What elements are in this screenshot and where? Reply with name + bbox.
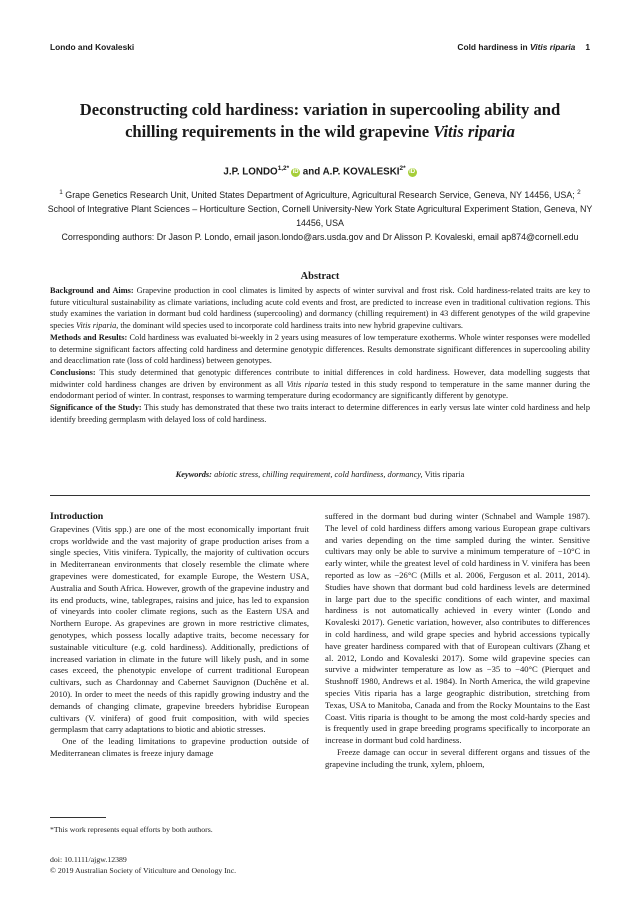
abstract-background: Background and Aims: Grapevine production in cool climates is limited by aspects of winter survival and frost risk. Cold hardiness-related traits are key to future viticultural sustainability as climate variations, including acute cold events and frost, are predicted to increase even in traditional cultivation regions. This study examines the variation in dormant bud cold hardiness (supercooling) and dormancy (chilling requirement) in 43 different genotypes of the wild grapevine species Vitis riparia, the dominant wild species used to incorporate cold hardiness traits into new hybrid grapevine cultivars. (50, 286, 590, 331)
copyright: © 2019 Australian Society of Viticulture and Oenology Inc. (50, 866, 237, 875)
article-title: Deconstructing cold hardiness: variation in supercooling ability and chilling requirements in the wild grapevine Vitis riparia (79, 100, 561, 141)
publication-info (50, 854, 236, 876)
header-short-title: Cold hardiness in Vitis riparia 1 (457, 42, 590, 52)
paragraph: suffered in the dormant bud during winter (Schnabel and Wample 1987). The level of cold hardiness differs among various European grape cultivars and varies depending on the time sampled during the winter. Sensitive cultivars may only be able to survive a minimum temperature of −10°C in early winter, while the greatest level of cold hardiness in V. vinifera has been reported as low as −26°C (Mills et al. 2006, Ferguson et al. 2011, 2014). Studies have shown that dormant bud cold hardiness levels are determined in large part due to the specific conditions of each winter, and maximal hardiness is not automatically achieved in every winter (Londo and Kovaleski 2017). Genetic variation, however, also contributes to differences in cold hardiness, and wild grape species and hybrid accessions typically have greater hardiness compared with that of European cultivars (Zhang et al. 2012, Londo and Kovaleski 2017). Some wild grapevine species can survive a midwinter temperature as low as −35 to −40°C (Pierquet and Stushnoff 1980, Andrews et al. 1984). In North America, the wild grapevine species Vitis riparia has a large geographic distribution, stretching from Texas, USA to Manitoba, Canada and from the Rocky Mountains to the East Coast. Vitis riparia is thought to be among the most cold-hardy species and is frequently used in grape breeding programs specifically to incorporate an increase in dormant bud cold hardiness. (325, 511, 590, 746)
author-line: J.P. $LONDO^{1,2*}iD$ and A.P. $KOVALESKI^{2*}iD$ (223, 165, 416, 178)
abstract-body (50, 285, 590, 425)
author-name: A.P. KOVALESKI (322, 166, 400, 178)
corresponding-authors: Corresponding authors: Dr Jason P. Londo, email jason.londo@ars.usda.gov and Dr Alisson P. Kovaleski, email ap874@cornell.edu (61, 231, 579, 242)
abstract-methods: Methods and Results: Cold hardiness was evaluated bi-weekly in 2 years using measures of low temperature exotherms. Whole winter responses were modelled to determine significant factors affecting cold hardiness and determine genotypic differences. Results demonstrate significant differences in supercooling ability and deacclimation rate (loss of cold hardiness) between genotypes. (50, 332, 590, 366)
keywords: Keywords: abiotic stress, chilling requirement, cold hardiness, dormancy, Vitis riparia (175, 470, 465, 479)
orcid-icon[interactable]: iD (292, 169, 299, 176)
section-heading: Introduction (50, 511, 104, 522)
footnote-rule (50, 817, 106, 818)
paragraph: One of the leading limitations to grapevine production outside of Mediterranean climates is freeze injury damage (50, 736, 309, 758)
footnote: *This work represents equal efforts by both authors. (50, 825, 213, 834)
affiliations: $^1$ Grape Genetics Research Unit, United States Department of Agriculture, Agricultural Research Service, Geneva, NY 14456, USA; $^2$ School of Integrative Plant Sciences – Horticulture Section, Cornell University-New York State Agricultural Experiment Station, Geneva, NY 14456, USA Corresponding authors: Dr Jason P. Londo, email jason.londo@ars.usda.gov and Dr Alisson P. Kovaleski, email ap874@cornell.edu (47, 189, 593, 242)
section-divider (50, 495, 590, 496)
author-name: J.P. LONDO (223, 166, 278, 178)
column-right (325, 511, 590, 771)
paragraph: Grapevines (Vitis spp.) are one of the most economically important fruit crops worldwide and the vast majority of grape production arises from a single species, Vitis vinifera. Typically, the majority of cultivation occurs in Mediterranean environments that closely resemble the climate where grapevines were domesticated, for example Europe, the Western USA, Australia and South Africa. However, growth of the grapevine industry and its end products, wine, tablegrapes, raisins and juice, has led to expansion of vineyards into cooler climate regions, such as the Eastern USA and Northern Europe. As grapevines are grown in more restrictive climates, genotypes, which possess locally adaptive traits, become necessary for sustainable viticulture (e.g. cold hardiness). Additionally, predictions of increased variation in climate in the future will likely push, and in some cases exceed, the phenotypic envelope of current traditional European cultivars, such as Chardonnay and Cabernet Sauvignon (Duchêne et al. 2010). In order to meet the needs of this rapidly growing industry and the demands of changing climate, grapevine breeders hybridise European cultivars (V. vinifera) of good fruit composition, with wild species germplasm that carry adaptations to biotic and abiotic stresses. (50, 523, 309, 735)
abstract-conclusions: Conclusions: This study determined that genotypic differences contribute to initial differences in cold hardiness. However, data modelling suggests that midwinter cold hardiness changes are driven by environment as all Vitis riparia tested in this study respond to temperature in the same manner during the endodormant period of winter. In contrast, responses to warming temperature during ecodormancy are significantly different by genotype. (50, 367, 591, 401)
doi: doi: 10.1111/ajgw.12389 (50, 855, 127, 864)
header-authors: Londo and Kovaleski (50, 42, 135, 52)
abstract-significance: Significance of the Study: This study has demonstrated that these two traits interact to determine differences in early versus late winter cold hardiness and help identify breeding germplasm with delayed loss of cold hardiness. (50, 403, 590, 424)
column-left (50, 511, 309, 760)
orcid-icon[interactable]: iD (409, 169, 416, 176)
paragraph: Freeze damage can occur in several different organs and tissues of the grapevine including the trunk, xylem, phloem, (325, 746, 590, 769)
page-number: 1 (585, 42, 590, 52)
abstract-heading: Abstract (300, 271, 340, 282)
running-header (50, 42, 590, 56)
